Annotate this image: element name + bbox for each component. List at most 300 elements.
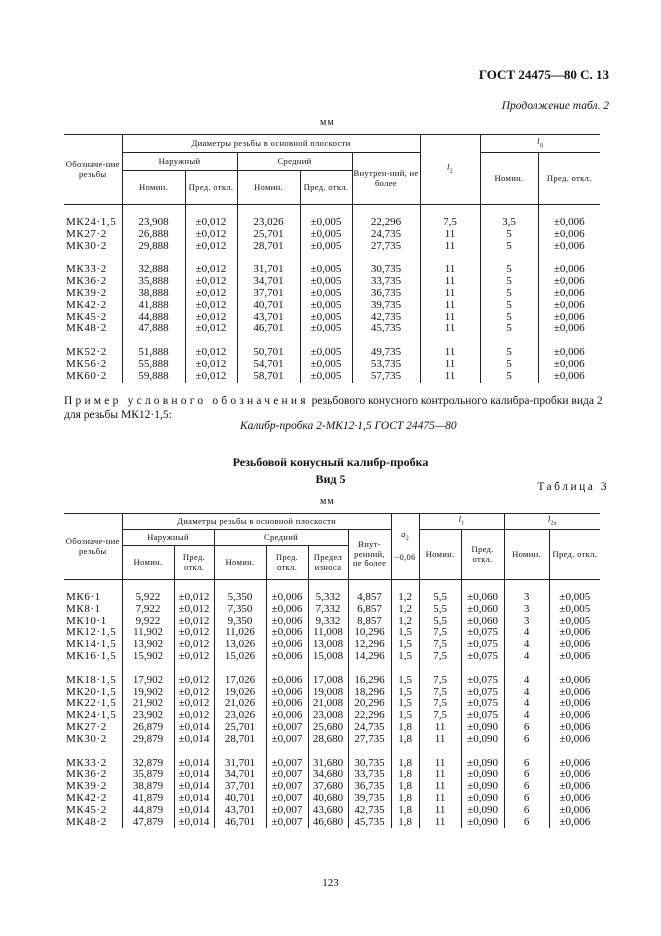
table-cell: 9,350 bbox=[214, 616, 266, 628]
thread-designation-cell: МК56·2 bbox=[66, 357, 107, 370]
table-cell: 41,888 bbox=[122, 300, 185, 312]
table-cell: ±0,006 bbox=[266, 698, 308, 710]
table-cell: 57,735 bbox=[352, 371, 420, 383]
table-cell: 53,735 bbox=[352, 359, 420, 371]
thread-designation-cell: МК60·2 bbox=[66, 369, 107, 382]
table-cell: ±0,006 bbox=[538, 217, 600, 229]
table-row bbox=[64, 817, 600, 829]
table-cell: 3 bbox=[504, 604, 549, 616]
table-cell: ±0,007 bbox=[266, 781, 308, 793]
col-middle: Средний bbox=[214, 530, 348, 546]
table-cell: ±0,005 bbox=[300, 323, 352, 335]
table-cell: 46,701 bbox=[214, 817, 266, 829]
table-cell: 55,888 bbox=[122, 359, 185, 371]
table-cell: ±0,005 bbox=[300, 241, 352, 253]
table-cell: 39,735 bbox=[348, 793, 391, 805]
table-cell: 5,5 bbox=[419, 604, 461, 616]
table-cell: 5 bbox=[480, 276, 538, 288]
table-cell: 1,5 bbox=[391, 710, 419, 722]
table-cell: 31,680 bbox=[308, 758, 348, 770]
table-cell: ±0,005 bbox=[549, 616, 600, 628]
table-cell: 29,888 bbox=[122, 241, 185, 253]
table-cell: ±0,005 bbox=[300, 347, 352, 359]
thread-designation-cell: МК6·1 bbox=[66, 591, 101, 603]
col-lc: $l_ц$ bbox=[480, 135, 600, 153]
table-cell: ±0,006 bbox=[266, 592, 308, 604]
thread-designation-cell: МК22·1,5 bbox=[66, 697, 117, 710]
table-cell: 6 bbox=[504, 793, 549, 805]
table-cell: 6 bbox=[504, 781, 549, 793]
table-cell: 21,026 bbox=[214, 698, 266, 710]
table-cell: ±0,090 bbox=[461, 769, 504, 781]
table-cell: 7,5 bbox=[419, 710, 461, 722]
table-cell: 11 bbox=[420, 323, 480, 335]
table-cell: ±0,006 bbox=[549, 722, 600, 734]
table-cell: ±0,006 bbox=[266, 639, 308, 651]
table-cell: 33,735 bbox=[352, 276, 420, 288]
table-cell: ±0,006 bbox=[549, 651, 600, 663]
table-cell: 16,296 bbox=[348, 675, 391, 687]
thread-designation-cell: МК14·1,5 bbox=[66, 638, 117, 651]
example-paragraph bbox=[64, 394, 604, 422]
table-cell: 36,735 bbox=[352, 288, 420, 300]
table-cell: 5 bbox=[480, 347, 538, 359]
table-cell: ±0,006 bbox=[266, 627, 308, 639]
table-row bbox=[64, 241, 600, 253]
table-cell: ±0,006 bbox=[549, 769, 600, 781]
table-cell: 46,701 bbox=[237, 323, 300, 335]
table-cell: ±0,090 bbox=[461, 793, 504, 805]
table-cell: 21,008 bbox=[308, 698, 348, 710]
thread-table-3 bbox=[64, 513, 600, 828]
table-cell: 15,008 bbox=[308, 651, 348, 663]
table-cell: ±0,006 bbox=[549, 817, 600, 829]
thread-designation-cell: МК10·1 bbox=[66, 614, 107, 627]
table-cell: 44,879 bbox=[122, 805, 174, 817]
table-cell: 38,879 bbox=[122, 781, 174, 793]
table-cell: 42,735 bbox=[352, 312, 420, 324]
table-cell: 13,026 bbox=[214, 639, 266, 651]
table-cell: ±0,006 bbox=[549, 805, 600, 817]
table-cell: ±0,006 bbox=[538, 347, 600, 359]
col-l1-nom: Номин. bbox=[419, 530, 461, 580]
table-cell: 5 bbox=[480, 312, 538, 324]
table-cell: 13,008 bbox=[308, 639, 348, 651]
table-cell: 43,701 bbox=[237, 312, 300, 324]
table-cell: ±0,006 bbox=[266, 616, 308, 628]
table-cell: 6 bbox=[504, 734, 549, 746]
table-cell: ±0,075 bbox=[461, 627, 504, 639]
col-l2a-nom: Номин. bbox=[504, 530, 549, 580]
table-cell: 54,701 bbox=[237, 359, 300, 371]
table-cell: 9,332 bbox=[308, 616, 348, 628]
thread-designation-cell: МК39·2 bbox=[66, 286, 107, 299]
col-a2: $a_2$ −0,06 bbox=[391, 514, 419, 580]
table-cell: ±0,006 bbox=[549, 698, 600, 710]
table-cell: 9,922 bbox=[122, 616, 174, 628]
table-cell: ±0,005 bbox=[300, 217, 352, 229]
table-cell: 15,902 bbox=[122, 651, 174, 663]
table-cell: 18,296 bbox=[348, 687, 391, 699]
table-cell: 25,701 bbox=[237, 229, 300, 241]
table-cell: ±0,012 bbox=[174, 627, 214, 639]
table-cell: 15,026 bbox=[214, 651, 266, 663]
table-cell: ±0,060 bbox=[461, 592, 504, 604]
table-cell: 23,026 bbox=[214, 710, 266, 722]
table-cell: 47,888 bbox=[122, 323, 185, 335]
table-cell: ±0,060 bbox=[461, 616, 504, 628]
col-l1: $l_1$ bbox=[419, 514, 504, 530]
table-cell: 40,680 bbox=[308, 793, 348, 805]
table-cell: 25,680 bbox=[308, 722, 348, 734]
table-cell: ±0,090 bbox=[461, 781, 504, 793]
table-cell: 11 bbox=[420, 264, 480, 276]
table-cell: 11 bbox=[419, 722, 461, 734]
table-cell: 37,680 bbox=[308, 781, 348, 793]
table-cell: ±0,012 bbox=[185, 323, 237, 335]
table-cell: 5 bbox=[480, 359, 538, 371]
table-cell: 24,735 bbox=[348, 722, 391, 734]
col-l2a-dev: Пред. откл. bbox=[549, 530, 600, 580]
table-continuation-label: Продолжение табл. 2 bbox=[501, 100, 609, 112]
table-cell: 10,296 bbox=[348, 627, 391, 639]
table-cell: ±0,007 bbox=[266, 817, 308, 829]
table-row bbox=[64, 651, 600, 663]
table-cell: 7,5 bbox=[419, 675, 461, 687]
table-cell: 17,026 bbox=[214, 675, 266, 687]
thread-designation-cell: МК8·1 bbox=[66, 602, 101, 615]
table-cell: 1,8 bbox=[391, 734, 419, 746]
table-cell: 11 bbox=[420, 359, 480, 371]
table-cell: 22,296 bbox=[352, 217, 420, 229]
table-cell: 4 bbox=[504, 687, 549, 699]
table-cell: 6 bbox=[504, 758, 549, 770]
table-cell: 26,888 bbox=[122, 229, 185, 241]
table-cell: ±0,012 bbox=[185, 217, 237, 229]
table-cell: ±0,090 bbox=[461, 734, 504, 746]
table-cell: 1,8 bbox=[391, 805, 419, 817]
table-cell: 28,680 bbox=[308, 734, 348, 746]
table-cell: 37,701 bbox=[214, 781, 266, 793]
page-number: 123 bbox=[322, 877, 339, 889]
thread-designation-cell: МК27·2 bbox=[66, 227, 107, 240]
thread-designation-cell: МК33·2 bbox=[66, 756, 107, 769]
table-cell: ±0,075 bbox=[461, 698, 504, 710]
col-middle: Средний bbox=[237, 153, 352, 171]
table-cell: 11 bbox=[420, 312, 480, 324]
table-cell: ±0,006 bbox=[549, 687, 600, 699]
thread-designation-cell: МК48·2 bbox=[66, 322, 107, 335]
table-cell: 38,888 bbox=[122, 288, 185, 300]
table-cell: ±0,014 bbox=[174, 793, 214, 805]
table-cell: 5 bbox=[480, 264, 538, 276]
table-cell: 43,680 bbox=[308, 805, 348, 817]
thread-designation-cell: МК33·2 bbox=[66, 263, 107, 276]
table-cell: ±0,007 bbox=[266, 758, 308, 770]
table-row bbox=[64, 604, 600, 616]
table-cell: 11 bbox=[419, 793, 461, 805]
table-cell: ±0,012 bbox=[174, 687, 214, 699]
table-cell: 1,5 bbox=[391, 675, 419, 687]
table-cell: 5 bbox=[480, 229, 538, 241]
table-cell: 34,701 bbox=[237, 276, 300, 288]
table-cell: ±0,012 bbox=[185, 312, 237, 324]
table-cell: ±0,006 bbox=[538, 276, 600, 288]
table-row bbox=[64, 300, 600, 312]
table-cell: ±0,014 bbox=[174, 734, 214, 746]
table-cell: ±0,060 bbox=[461, 604, 504, 616]
col-middle-dev: Пред. откл. bbox=[266, 546, 308, 580]
table-cell: 11,008 bbox=[308, 627, 348, 639]
table-cell: ±0,090 bbox=[461, 722, 504, 734]
table-cell: 19,902 bbox=[122, 687, 174, 699]
table-cell: 11,902 bbox=[122, 627, 174, 639]
table-cell: 19,026 bbox=[214, 687, 266, 699]
table-cell: 5 bbox=[480, 288, 538, 300]
table-cell: 3,5 bbox=[480, 217, 538, 229]
table-cell: 5,5 bbox=[419, 616, 461, 628]
thread-designation-cell: МК39·2 bbox=[66, 780, 107, 793]
thread-designation-cell: МК52·2 bbox=[66, 346, 107, 359]
table-cell: 42,735 bbox=[348, 805, 391, 817]
table-cell: 23,908 bbox=[122, 217, 185, 229]
table-cell: 3 bbox=[504, 616, 549, 628]
example-text: резьбового конусного контрольного калибра-пробки вида 2 для резьбы МК12·1,5: bbox=[64, 395, 603, 421]
table-cell: 11,026 bbox=[214, 627, 266, 639]
table-cell: ±0,006 bbox=[538, 312, 600, 324]
table-cell: 37,701 bbox=[237, 288, 300, 300]
section-title: Резьбовой конусный калибр-пробка bbox=[232, 455, 429, 469]
table-row bbox=[64, 229, 600, 241]
table-cell: 45,735 bbox=[352, 323, 420, 335]
table-cell: 4 bbox=[504, 639, 549, 651]
table-cell: 1,8 bbox=[391, 769, 419, 781]
table-cell: ±0,006 bbox=[549, 734, 600, 746]
thread-designation-cell: МК42·2 bbox=[66, 298, 107, 311]
table-cell: 1,8 bbox=[391, 722, 419, 734]
col-middle-wear: Предел износа bbox=[308, 546, 348, 580]
table-cell: 5 bbox=[480, 241, 538, 253]
table-cell: 23,902 bbox=[122, 710, 174, 722]
table-cell: 41,879 bbox=[122, 793, 174, 805]
thread-designation-cell: МК45·2 bbox=[66, 310, 107, 323]
table-cell: 12,296 bbox=[348, 639, 391, 651]
col-lc-nom: Номин. bbox=[480, 153, 538, 205]
table-cell: 11 bbox=[419, 817, 461, 829]
table-cell: 31,701 bbox=[214, 758, 266, 770]
table-cell: ±0,006 bbox=[549, 710, 600, 722]
table-cell: 27,735 bbox=[348, 734, 391, 746]
table-cell: ±0,006 bbox=[538, 288, 600, 300]
table-cell: ±0,075 bbox=[461, 651, 504, 663]
table-cell: 19,008 bbox=[308, 687, 348, 699]
table-cell: 11 bbox=[419, 769, 461, 781]
table-cell: ±0,005 bbox=[300, 229, 352, 241]
table-cell: 4 bbox=[504, 698, 549, 710]
table-cell: 23,008 bbox=[308, 710, 348, 722]
table-cell: 5,332 bbox=[308, 592, 348, 604]
table-cell: 4 bbox=[504, 627, 549, 639]
table-cell: ±0,005 bbox=[300, 300, 352, 312]
table-cell: 4,857 bbox=[348, 592, 391, 604]
table-cell: ±0,090 bbox=[461, 817, 504, 829]
table-cell: ±0,005 bbox=[300, 371, 352, 383]
table-cell: ±0,006 bbox=[549, 758, 600, 770]
table-cell: 28,701 bbox=[237, 241, 300, 253]
table-cell: ±0,075 bbox=[461, 675, 504, 687]
table-cell: 7,350 bbox=[214, 604, 266, 616]
table-cell: ±0,006 bbox=[538, 300, 600, 312]
table-cell: 34,680 bbox=[308, 769, 348, 781]
thread-designation-cell: МК48·2 bbox=[66, 815, 107, 828]
table-cell: 49,735 bbox=[352, 347, 420, 359]
table2-body bbox=[64, 205, 600, 383]
table-cell: ±0,075 bbox=[461, 687, 504, 699]
table-cell: ±0,005 bbox=[300, 264, 352, 276]
col-middle-nom: Номин. bbox=[237, 171, 300, 205]
col-designation: Обозначе-ние резьбы bbox=[64, 514, 122, 580]
table-cell: 45,735 bbox=[348, 817, 391, 829]
thread-designation-cell: МК27·2 bbox=[66, 720, 107, 733]
table-cell: ±0,012 bbox=[185, 288, 237, 300]
table-cell: 3 bbox=[504, 592, 549, 604]
table-cell: 4 bbox=[504, 710, 549, 722]
col-middle-dev: Пред. откл. bbox=[300, 171, 352, 205]
example-code: Калибр-пробка 2-МК12·1,5 ГОСТ 24475—80 bbox=[240, 420, 457, 432]
table-cell: 1,8 bbox=[391, 781, 419, 793]
table-cell: ±0,006 bbox=[549, 781, 600, 793]
col-outer-nom: Номин. bbox=[122, 546, 174, 580]
table-cell: 36,735 bbox=[348, 781, 391, 793]
thread-designation-cell: МК42·2 bbox=[66, 791, 107, 804]
table-cell: ±0,012 bbox=[185, 371, 237, 383]
table-cell: 6 bbox=[504, 722, 549, 734]
col-inner: Внут-ренний, не более bbox=[348, 530, 391, 580]
table-cell: 50,701 bbox=[237, 347, 300, 359]
table-cell: 34,701 bbox=[214, 769, 266, 781]
col-l2a: $l_{2a}$ bbox=[504, 514, 600, 530]
table-cell: ±0,012 bbox=[174, 651, 214, 663]
table-cell: 4 bbox=[504, 675, 549, 687]
thread-table-2 bbox=[64, 134, 600, 383]
table-cell: ±0,006 bbox=[266, 651, 308, 663]
table-cell: ±0,006 bbox=[538, 371, 600, 383]
table-cell: ±0,005 bbox=[549, 592, 600, 604]
table-cell: ±0,007 bbox=[266, 769, 308, 781]
table-cell: 20,296 bbox=[348, 698, 391, 710]
col-outer-dev: Пред. откл. bbox=[185, 171, 237, 205]
table-cell: ±0,005 bbox=[300, 359, 352, 371]
table-cell: ±0,090 bbox=[461, 805, 504, 817]
table-row bbox=[64, 359, 600, 371]
table-cell: 11 bbox=[419, 781, 461, 793]
table-cell: ±0,012 bbox=[174, 698, 214, 710]
table-cell: ±0,014 bbox=[174, 758, 214, 770]
table-cell: ±0,006 bbox=[549, 627, 600, 639]
table-cell: ±0,006 bbox=[538, 264, 600, 276]
table-cell: 35,879 bbox=[122, 769, 174, 781]
table-cell: 22,296 bbox=[348, 710, 391, 722]
table-cell: 11 bbox=[420, 347, 480, 359]
table-cell: 11 bbox=[419, 758, 461, 770]
col-outer-nom: Номин. bbox=[122, 171, 185, 205]
table-cell: ±0,006 bbox=[266, 710, 308, 722]
table-cell: 59,888 bbox=[122, 371, 185, 383]
table-cell: 5,5 bbox=[419, 592, 461, 604]
table-cell: ±0,006 bbox=[266, 604, 308, 616]
table-cell: 7,332 bbox=[308, 604, 348, 616]
row-spacer bbox=[64, 663, 600, 675]
table-cell: 46,680 bbox=[308, 817, 348, 829]
table-cell: 6 bbox=[504, 805, 549, 817]
table-cell: ±0,012 bbox=[174, 710, 214, 722]
table-cell: 14,296 bbox=[348, 651, 391, 663]
table-cell: 24,735 bbox=[352, 229, 420, 241]
col-outer: Наружный bbox=[122, 153, 237, 171]
table-cell: ±0,014 bbox=[174, 817, 214, 829]
table-cell: ±0,090 bbox=[461, 758, 504, 770]
page-header: ГОСТ 24475—80 С. 13 bbox=[478, 67, 609, 82]
table-cell: 11 bbox=[420, 371, 480, 383]
table-cell: ±0,014 bbox=[174, 805, 214, 817]
table-cell: 1,2 bbox=[391, 604, 419, 616]
table-cell: 5,350 bbox=[214, 592, 266, 604]
table-cell: ±0,012 bbox=[174, 616, 214, 628]
col-lc-dev: Пред. откл. bbox=[538, 153, 600, 205]
table-cell: 47,879 bbox=[122, 817, 174, 829]
thread-designation-cell: МК24·1,5 bbox=[66, 216, 117, 228]
table-row bbox=[64, 722, 600, 734]
table3-body bbox=[64, 580, 600, 829]
table-cell: 7,5 bbox=[419, 698, 461, 710]
table-cell: 28,701 bbox=[214, 734, 266, 746]
table-cell: ±0,006 bbox=[538, 359, 600, 371]
table-cell: ±0,006 bbox=[538, 323, 600, 335]
table-cell: 44,888 bbox=[122, 312, 185, 324]
table-cell: 1,2 bbox=[391, 592, 419, 604]
table-row bbox=[64, 805, 600, 817]
table-cell: 1,5 bbox=[391, 687, 419, 699]
unit-label-table2: мм bbox=[320, 117, 335, 128]
table-cell: ±0,012 bbox=[185, 359, 237, 371]
table-cell: 11 bbox=[419, 734, 461, 746]
col-outer: Наружный bbox=[122, 530, 214, 546]
table-cell: ±0,012 bbox=[174, 604, 214, 616]
table-cell: 25,701 bbox=[214, 722, 266, 734]
table-cell: ±0,007 bbox=[266, 722, 308, 734]
table-cell: 32,879 bbox=[122, 758, 174, 770]
table-cell: 30,735 bbox=[352, 264, 420, 276]
table-cell: ±0,014 bbox=[174, 769, 214, 781]
thread-designation-cell: МК20·1,5 bbox=[66, 685, 117, 698]
table-cell: ±0,012 bbox=[185, 347, 237, 359]
table-cell: ±0,012 bbox=[185, 276, 237, 288]
table-cell: 23,026 bbox=[237, 217, 300, 229]
table-cell: 7,922 bbox=[122, 604, 174, 616]
table-cell: ±0,006 bbox=[538, 229, 600, 241]
col-outer-dev: Пред. откл. bbox=[174, 546, 214, 580]
table-cell: 8,857 bbox=[348, 616, 391, 628]
col-middle-nom: Номин. bbox=[214, 546, 266, 580]
table-cell: 1,8 bbox=[391, 758, 419, 770]
table-cell: ±0,012 bbox=[185, 264, 237, 276]
table-cell: 31,701 bbox=[237, 264, 300, 276]
table-cell: 26,879 bbox=[122, 722, 174, 734]
table-row bbox=[64, 288, 600, 300]
table-cell: ±0,005 bbox=[549, 604, 600, 616]
thread-designation-cell: МК18·1,5 bbox=[66, 673, 117, 686]
table-cell: 11 bbox=[420, 300, 480, 312]
